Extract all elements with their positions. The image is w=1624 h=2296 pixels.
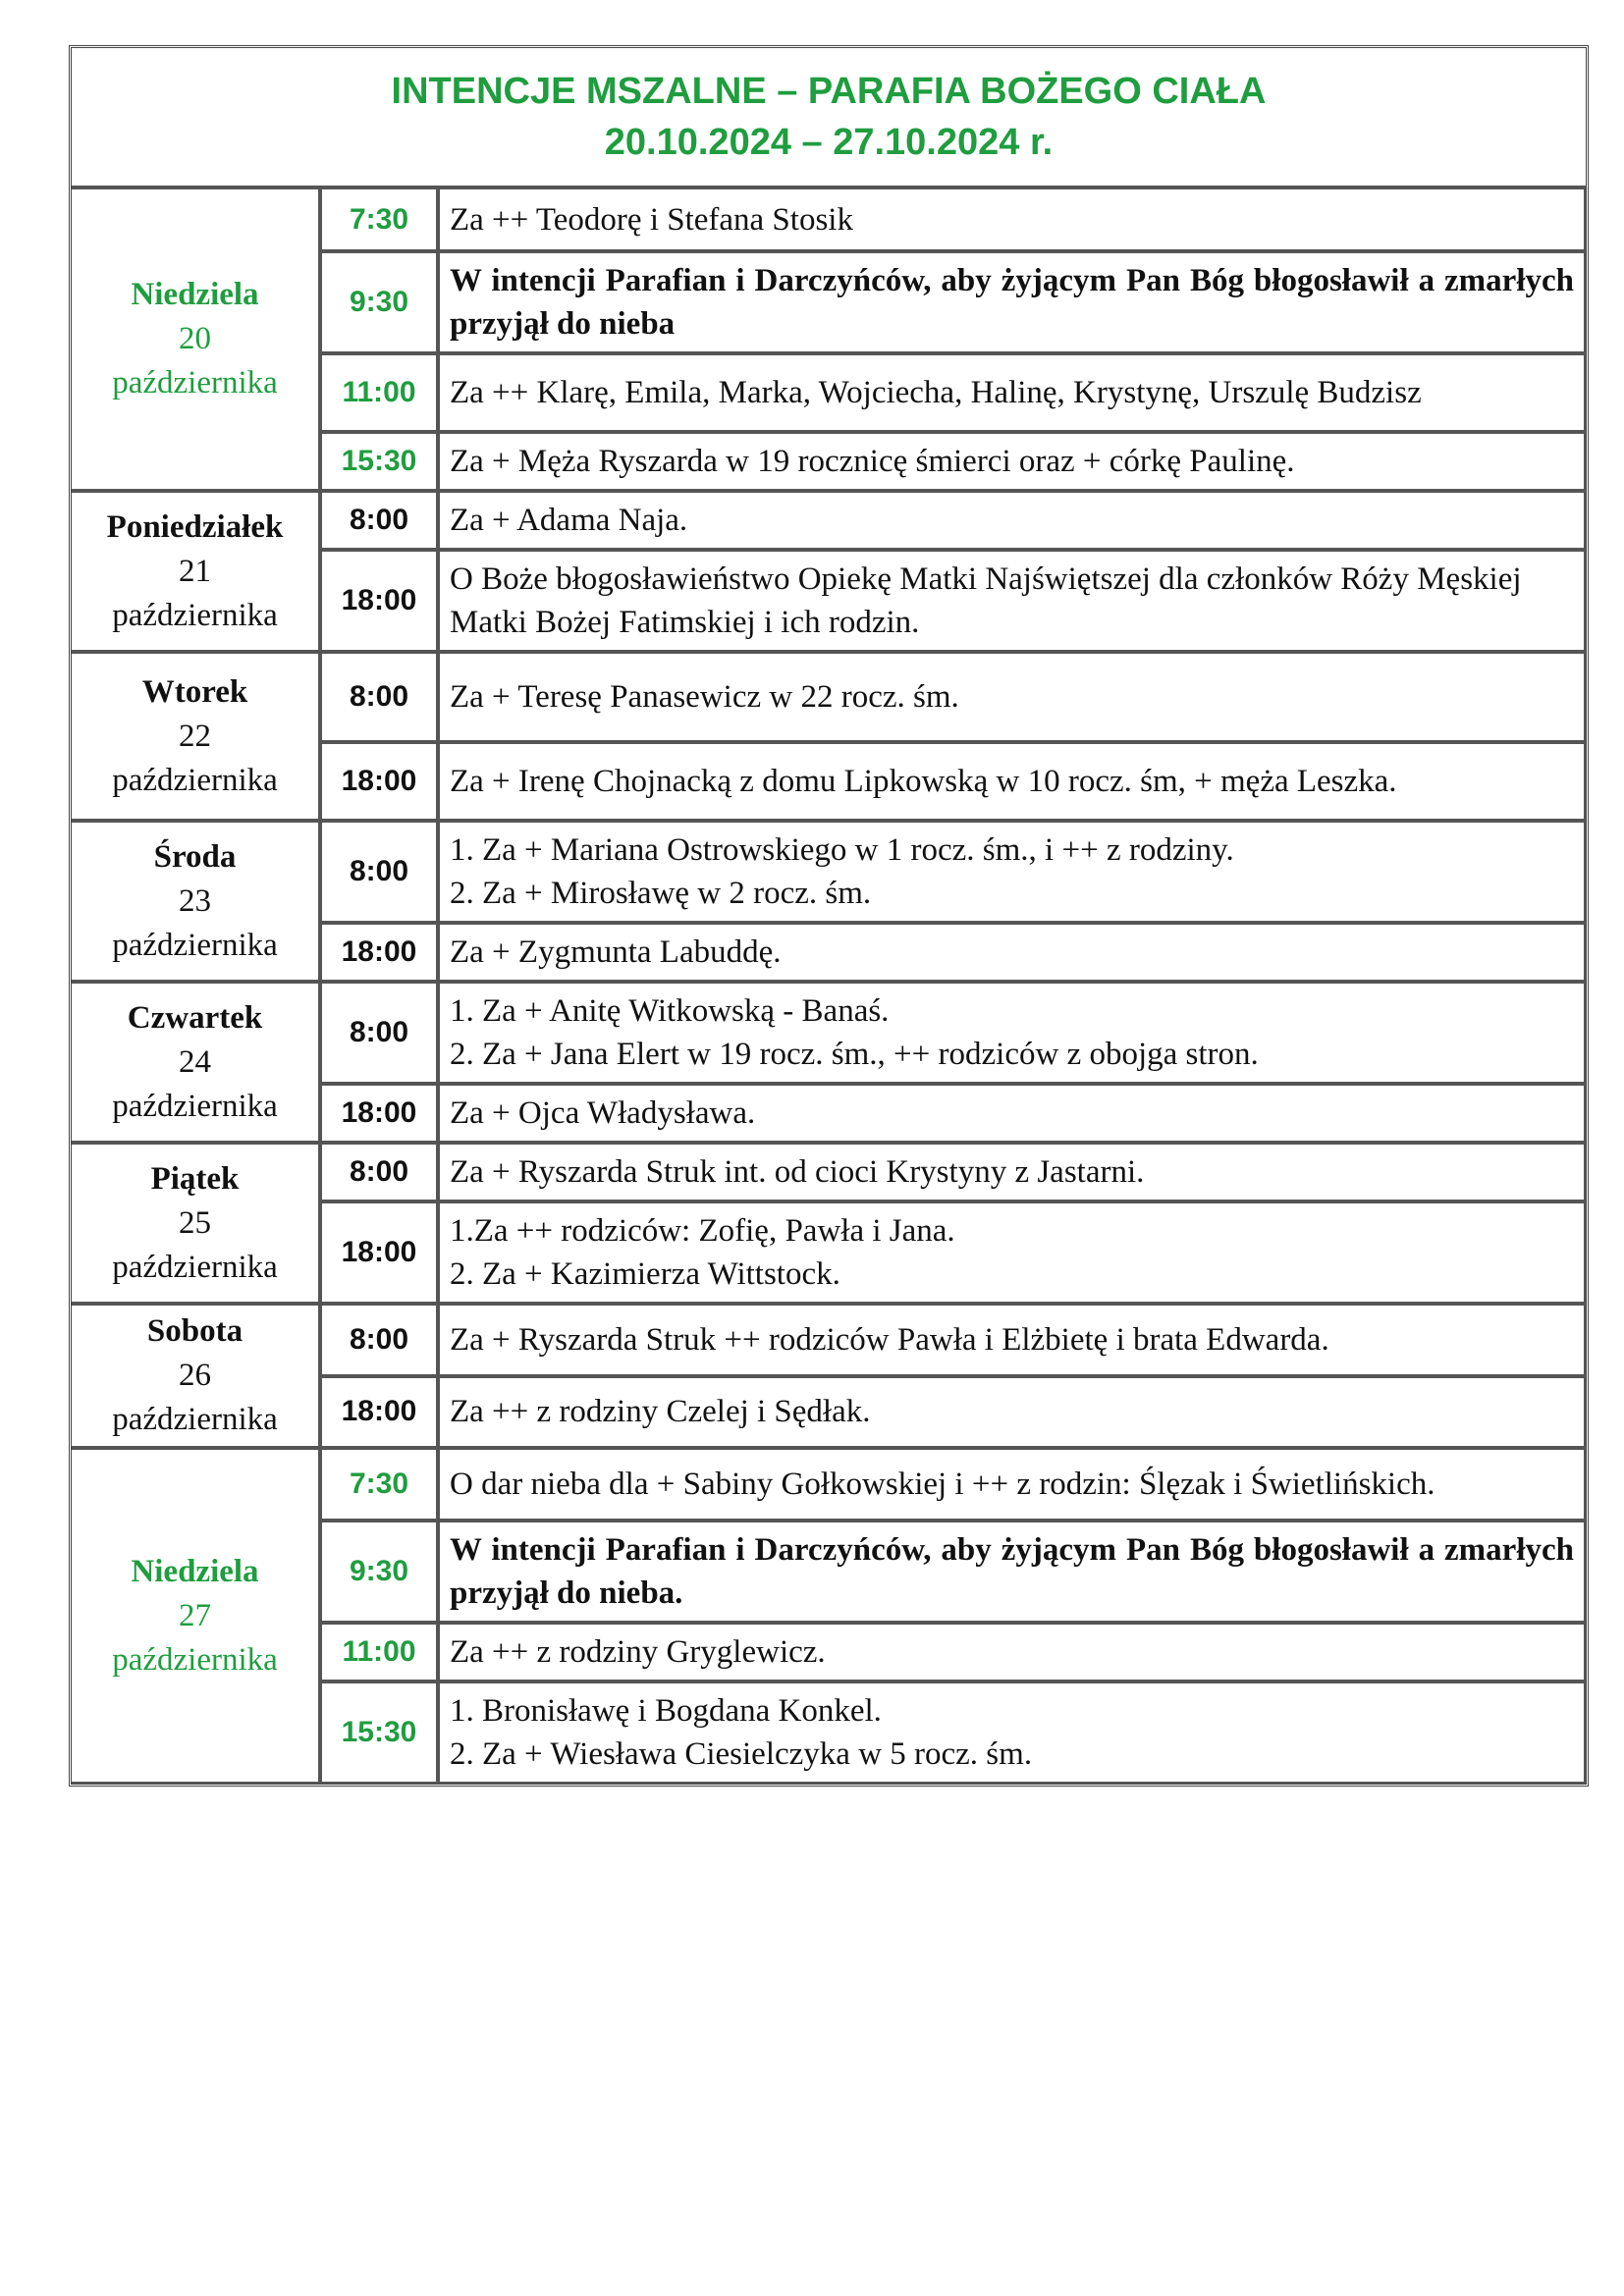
day-cell [72, 652, 320, 821]
day-cell [72, 1143, 320, 1304]
intention-line: Za ++ z rodziny Gryglewicz. [450, 1634, 826, 1670]
mass-intention [438, 982, 1586, 1084]
schedule-table [72, 187, 1586, 1784]
intention-line: Za ++ Klarę, Emila, Marka, Wojciecha, Halinę, Krystynę, Urszulę Budzisz [450, 375, 1422, 410]
day-month: października [112, 1641, 278, 1678]
day-month: października [112, 1249, 278, 1285]
intention-line: 2. Za + Jana Elert w 19 rocz. śm., ++ rodziców z obojga stron. [450, 1037, 1259, 1072]
mass-time: 8:00 [320, 821, 438, 923]
day-number: 27 [179, 1597, 211, 1633]
mass-intention [438, 1682, 1586, 1784]
day-cell [72, 821, 320, 982]
day-cell [72, 491, 320, 652]
intention-line: O dar nieba dla + Sabiny Gołkowskiej i ++ z rodzin: Ślęzak i Świetlińskich. [450, 1467, 1435, 1502]
mass-time: 7:30 [320, 1448, 438, 1521]
mass-time: 18:00 [320, 1201, 438, 1304]
mass-intention [438, 1376, 1586, 1449]
intention-line: Za ++ z rodziny Czelej i Sędłak. [450, 1394, 871, 1430]
mass-intention [438, 742, 1586, 821]
mass-intention [438, 1143, 1586, 1201]
intention-line: Za + Ryszarda Struk ++ rodziców Pawła i Elżbietę i brata Edwarda. [450, 1321, 1329, 1358]
mass-time: 18:00 [320, 923, 438, 982]
mass-time: 9:30 [320, 251, 438, 353]
day-name: Sobota [146, 1313, 244, 1349]
mass-time: 11:00 [320, 353, 438, 432]
schedule-row [72, 982, 1586, 1084]
mass-intention [438, 1084, 1586, 1143]
mass-time: 18:00 [320, 742, 438, 821]
day-name: Piątek [150, 1160, 240, 1197]
intention-line: Za + Ryszarda Struk int. od cioci Krystyny z Jastarni. [450, 1154, 1145, 1190]
intention-line: Za + Ojca Władysława. [450, 1095, 756, 1131]
schedule-row [72, 491, 1586, 550]
mass-intention [438, 491, 1586, 550]
intention-line: Za + Irenę Chojnacką z domu Lipkowską w 10 rocz. śm, + męża Leszka. [450, 764, 1397, 799]
schedule-row [72, 1448, 1586, 1521]
intention-line: 2. Za + Mirosławę w 2 rocz. śm. [450, 876, 872, 911]
schedule-row [72, 187, 1586, 251]
day-cell [72, 1304, 320, 1448]
schedule-row [72, 652, 1586, 742]
intention-line: Za ++ Teodorę i Stefana Stosik [450, 201, 853, 238]
mass-intention [438, 1521, 1586, 1623]
intention-line: Za + Teresę Panasewicz w 22 rocz. śm. [450, 679, 959, 715]
day-month: października [112, 365, 278, 400]
intention-line: 2. Za + Kazimierza Wittstock. [450, 1256, 840, 1292]
day-month: października [112, 1402, 278, 1437]
intention-line: 1. Za + Mariana Ostrowskiego w 1 rocz. śm., i ++ z rodziny. [450, 832, 1234, 868]
day-number: 23 [179, 882, 211, 919]
day-number: 25 [179, 1204, 211, 1241]
day-month: października [112, 1088, 278, 1124]
day-month: października [112, 927, 278, 963]
sheet-title: INTENCJE MSZALNE – PARAFIA BOŻEGO CIAŁA [391, 71, 1267, 112]
mass-time: 8:00 [320, 1143, 438, 1201]
sheet-header [72, 48, 1586, 187]
day-cell [72, 187, 320, 491]
schedule-row [72, 1304, 1586, 1376]
mass-intention [438, 251, 1586, 353]
day-number: 24 [179, 1043, 211, 1080]
mass-intention [438, 821, 1586, 923]
day-number: 21 [179, 553, 211, 589]
day-number: 20 [179, 321, 211, 356]
intention-line: 2. Za + Wiesława Ciesielczyka w 5 rocz. śm. [450, 1736, 1033, 1772]
intention-line: O Boże błogosławieństwo Opiekę Matki Najświętszej dla członków Róży Męskiej Matki Bożej Fatimskiej i ich rodzin. [450, 561, 1522, 640]
intention-line: Za + Męża Ryszarda w 19 rocznicę śmierci oraz + córkę Paulinę. [450, 444, 1295, 479]
mass-time: 8:00 [320, 491, 438, 550]
mass-time: 9:30 [320, 1521, 438, 1623]
mass-intention [438, 550, 1586, 652]
day-number: 22 [179, 718, 211, 754]
mass-intention [438, 187, 1586, 251]
intention-line: Za + Adama Naja. [450, 503, 688, 538]
mass-time: 11:00 [320, 1623, 438, 1682]
mass-time: 18:00 [320, 1084, 438, 1143]
sheet-date-range: 20.10.2024 – 27.10.2024 r. [604, 122, 1054, 163]
mass-intention [438, 432, 1586, 491]
mass-time: 15:30 [320, 432, 438, 491]
day-cell [72, 982, 320, 1143]
intention-line: W intencji Parafian i Darczyńców, aby żyjącym Pan Bóg błogosławił a zmarłych przyjął do nieba [450, 263, 1574, 342]
mass-time: 15:30 [320, 1682, 438, 1784]
schedule-row [72, 821, 1586, 923]
intention-line: 1. Bronisławę i Bogdana Konkel. [450, 1693, 882, 1729]
day-month: października [112, 597, 278, 633]
day-cell [72, 1448, 320, 1784]
mass-time: 7:30 [320, 187, 438, 251]
intentions-sheet [69, 45, 1589, 1787]
mass-time: 8:00 [320, 982, 438, 1084]
intention-line: Za + Zygmunta Labuddę. [450, 934, 782, 970]
day-name: Poniedziałek [106, 508, 284, 545]
mass-time: 18:00 [320, 1376, 438, 1449]
day-name: Wtorek [141, 673, 248, 710]
mass-time: 18:00 [320, 550, 438, 652]
mass-intention [438, 1448, 1586, 1521]
mass-intention [438, 923, 1586, 982]
day-name: Niedziela [131, 1553, 259, 1589]
mass-time: 8:00 [320, 652, 438, 742]
day-name: Czwartek [127, 999, 263, 1036]
intention-line: 1.Za ++ rodziców: Zofię, Pawła i Jana. [450, 1213, 955, 1249]
mass-intention [438, 652, 1586, 742]
day-name: Niedziela [131, 277, 259, 312]
mass-intention [438, 1304, 1586, 1376]
intention-line: W intencji Parafian i Darczyńców, aby żyjącym Pan Bóg błogosławił a zmarłych przyjął do nieba. [450, 1532, 1574, 1611]
mass-intention [438, 1623, 1586, 1682]
mass-time: 8:00 [320, 1304, 438, 1376]
mass-intention [438, 353, 1586, 432]
day-month: października [112, 762, 278, 798]
day-name: Środa [153, 838, 237, 875]
mass-intention [438, 1201, 1586, 1304]
day-number: 26 [179, 1358, 211, 1393]
schedule-row [72, 1143, 1586, 1201]
intention-line: 1. Za + Anitę Witkowską - Banaś. [450, 993, 890, 1029]
